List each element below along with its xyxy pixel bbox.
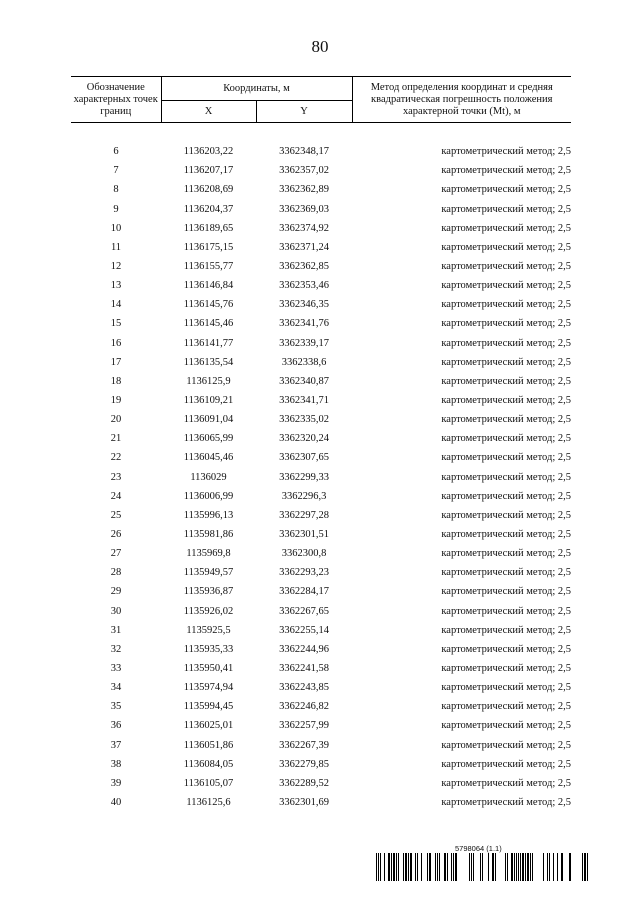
x-coordinate-cell: 1135950,41 (183, 663, 234, 674)
method-cell: картометрический метод; 2,5 (441, 624, 572, 636)
point-number-cell: 30 (110, 605, 122, 617)
method-cell: картометрический метод; 2,5 (441, 414, 572, 426)
barcode-bar (451, 853, 452, 881)
method-cell: картометрический метод; 2,5 (441, 261, 572, 273)
x-coordinate-cell: 1136065,99 (183, 433, 234, 445)
method-cell: картометрический метод; 2,5 (441, 452, 572, 464)
barcode-bar (547, 853, 548, 881)
y-coordinate-cell: 3362241,58 (279, 663, 329, 674)
method-cell: картометрический метод; 2,5 (441, 433, 572, 445)
x-coordinate-cell: 1135969,8 (186, 548, 231, 560)
point-number-cell: 9 (113, 203, 119, 215)
barcode-bar (569, 853, 571, 881)
method-cell: картометрический метод; 2,5 (441, 299, 572, 311)
y-coordinate-cell: 3362371,24 (279, 241, 329, 253)
y-coordinate-cell: 3362257,99 (279, 720, 329, 732)
table-row (71, 506, 571, 525)
barcode-bar (376, 853, 377, 881)
point-number-cell: 31 (110, 624, 122, 636)
x-coordinate-cell: 1136175,15 (183, 241, 234, 253)
barcode-bar (557, 853, 558, 881)
point-number-cell: 35 (110, 701, 122, 713)
point-number-cell: 20 (110, 414, 122, 426)
table-row (71, 793, 571, 812)
method-cell: картометрический метод; 2,5 (441, 739, 572, 751)
barcode-bar (549, 853, 550, 881)
method-cell: картометрический метод; 2,5 (441, 777, 572, 789)
y-coordinate-cell: 3362297,28 (279, 509, 329, 521)
method-cell: картометрический метод; 2,5 (441, 203, 572, 215)
y-coordinate-cell: 3362341,71 (279, 395, 329, 407)
barcode-bar (393, 853, 395, 881)
point-number-cell: 29 (110, 586, 122, 598)
method-cell: картометрический метод; 2,5 (441, 337, 572, 349)
point-number-cell: 6 (113, 146, 119, 158)
table-row (71, 257, 571, 276)
table-body (71, 123, 571, 813)
point-number-cell: 40 (110, 796, 122, 808)
barcode-bar (488, 853, 489, 881)
barcode-bar (388, 853, 390, 881)
point-number-cell: 22 (110, 452, 122, 464)
barcode-bar (378, 853, 379, 881)
method-cell: картометрический метод; 2,5 (441, 375, 572, 387)
table-row (71, 200, 571, 219)
method-cell: картометрический метод; 2,5 (441, 241, 572, 253)
method-cell: картометрический метод; 2,5 (441, 567, 572, 579)
table-row (71, 314, 571, 333)
table-row (71, 448, 571, 467)
point-number-cell: 24 (110, 490, 122, 502)
table-row (71, 391, 571, 410)
barcode-bar (495, 853, 496, 881)
barcode-bar (447, 853, 448, 881)
point-number-cell: 28 (110, 567, 122, 579)
method-cell: картометрический метод; 2,5 (441, 643, 572, 655)
x-coordinate-cell: 1136189,65 (183, 222, 234, 234)
barcode-bar (398, 853, 399, 881)
method-cell: картометрический метод; 2,5 (441, 796, 572, 808)
method-cell: картометрический метод; 2,5 (441, 165, 572, 177)
point-number-cell: 32 (110, 643, 122, 655)
table-row (71, 582, 571, 601)
method-cell: картометрический метод; 2,5 (441, 318, 572, 330)
table-row (71, 353, 571, 372)
y-coordinate-cell: 3362289,52 (279, 777, 329, 789)
x-coordinate-cell: 1136109,21 (183, 395, 234, 407)
y-coordinate-cell: 3362293,23 (279, 567, 329, 579)
x-coordinate-cell: 1136006,99 (183, 490, 234, 502)
table-row (71, 468, 571, 487)
y-coordinate-cell: 3362299,33 (279, 471, 329, 483)
table-row (71, 429, 571, 448)
table-row (71, 219, 571, 238)
table-row (71, 238, 571, 257)
point-number-cell: 17 (110, 356, 122, 368)
barcode-bar (553, 853, 554, 881)
method-cell: картометрический метод; 2,5 (441, 548, 572, 560)
method-cell: картометрический метод; 2,5 (441, 280, 572, 292)
x-coordinate-cell: 1136208,69 (183, 184, 234, 196)
table-row (71, 621, 571, 640)
x-coordinate-cell: 1135926,02 (183, 605, 234, 617)
y-coordinate-cell: 3362296,3 (281, 490, 327, 502)
table-row (71, 697, 571, 716)
table-row (71, 295, 571, 314)
point-number-cell: 7 (113, 165, 119, 177)
barcode-bar (582, 853, 583, 881)
barcode-bar (417, 853, 418, 881)
point-number-cell: 14 (110, 299, 122, 311)
method-cell: картометрический метод; 2,5 (441, 356, 572, 368)
point-number-cell: 18 (110, 375, 122, 387)
table-row (71, 563, 571, 582)
barcode-bar (561, 853, 563, 881)
y-coordinate-cell: 3362255,14 (279, 624, 329, 636)
point-number-cell: 13 (110, 280, 122, 292)
method-cell: картометрический метод; 2,5 (441, 529, 572, 541)
x-coordinate-cell: 1136135,54 (183, 356, 234, 368)
table-row (71, 161, 571, 180)
method-cell: картометрический метод; 2,5 (441, 509, 572, 521)
y-coordinate-cell: 3362284,17 (279, 586, 329, 598)
method-cell: картометрический метод; 2,5 (441, 682, 572, 694)
barcode-bar (415, 853, 416, 881)
barcode-bar (439, 853, 440, 881)
method-cell: картометрический метод; 2,5 (441, 758, 572, 770)
barcode-bar (405, 853, 407, 881)
table-row (71, 736, 571, 755)
page-number: 80 (311, 37, 329, 56)
barcode-bar (532, 853, 533, 881)
x-coordinate-cell: 1135925,5 (186, 624, 231, 636)
x-coordinate-cell: 1136125,6 (186, 796, 231, 808)
barcode-bar (492, 853, 494, 881)
table-row (71, 640, 571, 659)
barcode-bar (455, 853, 457, 881)
table-header (71, 77, 571, 123)
barcode-bar (403, 853, 404, 881)
table-row (71, 659, 571, 678)
header-coordinates: Координаты, м (161, 77, 352, 101)
method-cell: картометрический метод; 2,5 (441, 471, 572, 483)
barcode-bar (408, 853, 409, 881)
barcode-bar (429, 853, 431, 881)
table-row (71, 487, 571, 506)
point-number-cell: 39 (110, 777, 122, 789)
y-coordinate-cell: 3362341,76 (279, 318, 329, 330)
table-row (71, 678, 571, 697)
barcode-bar (587, 853, 588, 881)
x-coordinate-cell: 1136091,04 (183, 414, 234, 426)
table-row (71, 142, 571, 161)
barcode-bar (473, 853, 474, 881)
y-coordinate-cell: 3362335,02 (279, 414, 329, 426)
table-row (71, 774, 571, 793)
y-coordinate-cell: 3362346,35 (279, 299, 329, 311)
table-row (71, 276, 571, 295)
y-coordinate-cell: 3362353,46 (279, 280, 329, 292)
table-row (71, 716, 571, 735)
barcode-bar (480, 853, 481, 881)
x-coordinate-cell: 1136029 (190, 471, 227, 483)
y-coordinate-cell: 3362320,24 (279, 433, 329, 445)
point-number-cell: 21 (110, 433, 122, 445)
y-coordinate-cell: 3362348,17 (279, 146, 329, 158)
x-coordinate-cell: 1136051,86 (183, 739, 234, 751)
barcode-bar (435, 853, 436, 881)
y-coordinate-cell: 3362338,6 (281, 356, 327, 368)
header-point-label: Обозначение характерных точек границ (71, 77, 161, 123)
table-row (71, 410, 571, 429)
x-coordinate-cell: 1135994,45 (183, 701, 234, 713)
x-coordinate-cell: 1136141,77 (183, 337, 234, 349)
barcode-bar (530, 853, 531, 881)
y-coordinate-cell: 3362267,65 (279, 605, 329, 617)
y-coordinate-cell: 3362340,87 (279, 375, 329, 387)
point-number-cell: 23 (110, 471, 122, 483)
x-coordinate-cell: 1135936,87 (183, 586, 234, 598)
barcode-bar (384, 853, 385, 881)
x-coordinate-cell: 1136025,01 (183, 720, 234, 732)
barcode-bar (421, 853, 422, 881)
barcode-bar (453, 853, 454, 881)
barcode-bar (471, 853, 472, 881)
point-number-cell: 12 (110, 261, 122, 273)
barcode-bar (516, 853, 517, 881)
table-row (71, 180, 571, 199)
x-coordinate-cell: 1136125,9 (186, 375, 231, 387)
y-coordinate-cell: 3362374,92 (279, 222, 329, 234)
x-coordinate-cell: 1135974,94 (183, 682, 234, 694)
method-cell: картометрический метод; 2,5 (441, 663, 572, 674)
x-coordinate-cell: 1136207,17 (183, 165, 234, 177)
x-coordinate-cell: 1136155,77 (183, 261, 234, 273)
barcode-bar (444, 853, 446, 881)
header-x: X (161, 101, 256, 123)
point-number-cell: 10 (110, 222, 122, 234)
barcode-bar (527, 853, 529, 881)
y-coordinate-cell: 3362301,51 (279, 529, 329, 541)
y-coordinate-cell: 3362362,89 (279, 184, 329, 196)
barcode-image (376, 853, 588, 881)
barcode-bar (511, 853, 513, 881)
x-coordinate-cell: 1136084,05 (183, 758, 234, 770)
table-row (71, 602, 571, 621)
table-row (71, 755, 571, 774)
barcode-bar (380, 853, 381, 881)
point-number-cell: 38 (110, 758, 122, 770)
barcode-number: 5798064 (1.1) (455, 844, 502, 853)
table-row (71, 334, 571, 353)
barcode-bar (514, 853, 515, 881)
x-coordinate-cell: 1135981,86 (183, 529, 234, 541)
table-row (71, 525, 571, 544)
y-coordinate-cell: 3362243,85 (279, 682, 329, 694)
x-coordinate-cell: 1136146,84 (183, 280, 234, 292)
barcode-bar (505, 853, 506, 881)
method-cell: картометрический метод; 2,5 (441, 184, 572, 196)
table-row (71, 544, 571, 563)
point-number-cell: 36 (110, 720, 122, 732)
barcode-bar (469, 853, 470, 881)
method-cell: картометрический метод; 2,5 (441, 146, 572, 158)
y-coordinate-cell: 3362357,02 (279, 165, 329, 177)
point-number-cell: 11 (110, 241, 122, 253)
y-coordinate-cell: 3362244,96 (279, 643, 329, 655)
x-coordinate-cell: 1136045,46 (183, 452, 234, 464)
point-number-cell: 15 (110, 318, 122, 330)
x-coordinate-cell: 1136203,22 (183, 146, 234, 158)
barcode-bar (543, 853, 544, 881)
barcode-bar (525, 853, 526, 881)
y-coordinate-cell: 3362339,17 (279, 337, 329, 349)
x-coordinate-cell: 1135996,13 (183, 509, 234, 521)
method-cell: картометрический метод; 2,5 (441, 605, 572, 617)
x-coordinate-cell: 1136145,46 (183, 318, 234, 330)
coordinates-table (71, 76, 571, 812)
barcode-bar (482, 853, 483, 881)
point-number-cell: 33 (110, 663, 122, 674)
point-number-cell: 26 (110, 529, 122, 541)
x-coordinate-cell: 1135935,33 (183, 643, 234, 655)
method-cell: картометрический метод; 2,5 (441, 490, 572, 502)
y-coordinate-cell: 3362369,03 (279, 203, 329, 215)
y-coordinate-cell: 3362300,8 (281, 548, 327, 560)
method-cell: картометрический метод; 2,5 (441, 395, 572, 407)
point-number-cell: 8 (113, 184, 119, 196)
y-coordinate-cell: 3362307,65 (279, 452, 329, 464)
header-y: Y (256, 101, 352, 123)
point-number-cell: 16 (110, 337, 122, 349)
point-number-cell: 27 (110, 548, 122, 560)
barcode-bar (518, 853, 519, 881)
x-coordinate-cell: 1136145,76 (183, 299, 234, 311)
point-number-cell: 34 (110, 682, 122, 694)
table-row (71, 372, 571, 391)
x-coordinate-cell: 1136204,37 (183, 203, 234, 215)
barcode-bar (427, 853, 428, 881)
barcode-bar (437, 853, 438, 881)
x-coordinate-cell: 1135949,57 (183, 567, 234, 579)
x-coordinate-cell: 1136105,07 (183, 777, 234, 789)
barcode-bar (391, 853, 392, 881)
y-coordinate-cell: 3362246,82 (279, 701, 329, 713)
barcode-bar (507, 853, 508, 881)
point-number-cell: 25 (110, 509, 122, 521)
point-number-cell: 37 (110, 739, 122, 751)
y-coordinate-cell: 3362362,85 (279, 261, 329, 273)
y-coordinate-cell: 3362279,85 (279, 758, 329, 770)
header-method: Метод определения координат и средняя квадратическая погрешность положения характерной точки (Mt), м (352, 77, 571, 123)
method-cell: картометрический метод; 2,5 (441, 701, 572, 713)
method-cell: картометрический метод; 2,5 (441, 720, 572, 732)
method-cell: картометрический метод; 2,5 (441, 586, 572, 598)
y-coordinate-cell: 3362267,39 (279, 739, 329, 751)
barcode-bar (410, 853, 412, 881)
barcode-bar (584, 853, 586, 881)
barcode-bar (522, 853, 524, 881)
barcode-bar (396, 853, 397, 881)
barcode-bar (520, 853, 521, 881)
method-cell: картометрический метод; 2,5 (441, 222, 572, 234)
y-coordinate-cell: 3362301,69 (279, 796, 329, 808)
point-number-cell: 19 (110, 395, 122, 407)
